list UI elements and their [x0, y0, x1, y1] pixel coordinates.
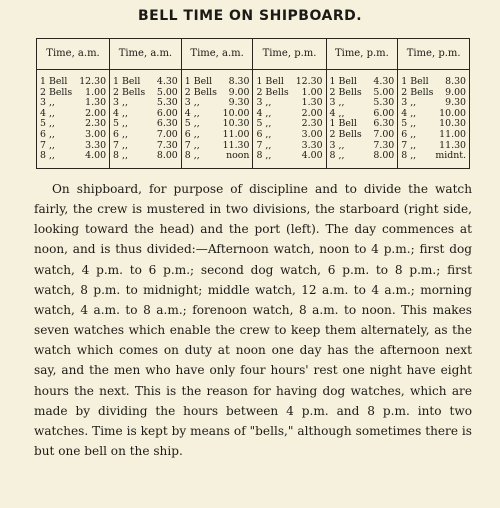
body-paragraph: On shipboard, for purpose of discipline and to divide the watch fairly, the crew is mustered in two divisions, the starboard (right side, looking toward the head) and the port (left). The day commences at noon, and is thus divided:—Afternoon watch, noon to 4 p.m.; first dog watch, 4 p.m. to 6 p.m.; second dog watch, 6 p.m. to 8 p.m.; first watch, 8 p.m. to midnight; middle watch, 12 a.m. to 4 a.m.; morning watch, 4 a.m. to 8 a.m.; forenoon watch, 8 a.m. to noon. This makes seven watches which enable the crew to keep them alternately, as the watch which comes on duty at noon one day has the afternoon next say, and the men who have only four hours' rest one night have eight hours the next. This is the reason for having dog watches, which are made by dividing the hours between 4 p.m. and 8 p.m. into two watches. Time is kept by means of "bells," although sometimes there is but one bell on the ship. — [34, 182, 472, 459]
bell-time: 6.00 — [156, 107, 178, 119]
bell-time: 11.00 — [439, 128, 466, 140]
bell-time: 4.30 — [156, 76, 178, 87]
bell-time: 8.30 — [228, 76, 250, 87]
bell-count: 1 Bell — [401, 76, 429, 87]
bell-count: 6 ,, — [184, 128, 200, 140]
bell-time: 5.30 — [156, 97, 178, 109]
bell-count: 3 ,, — [329, 139, 345, 151]
bell-entry — [330, 77, 395, 88]
bell-time: 10.00 — [439, 107, 466, 119]
bell-entry — [256, 151, 322, 162]
bell-entry — [185, 151, 250, 162]
bell-count: 4 ,, — [329, 107, 345, 119]
bell-time: 10.30 — [439, 118, 466, 130]
bell-time: 10.30 — [222, 118, 250, 130]
bell-entry — [401, 77, 466, 88]
bell-count: 6 ,, — [256, 128, 272, 140]
bell-count: 2 Bells — [401, 86, 434, 98]
bell-entry — [256, 77, 322, 88]
bell-time: 1.00 — [301, 86, 323, 98]
bell-count: 6 ,, — [113, 128, 128, 140]
bell-column — [110, 70, 182, 169]
bell-count: 2 Bells — [184, 86, 217, 98]
bell-count: 1 Bell — [329, 118, 357, 130]
bell-time: midnt. — [435, 150, 466, 162]
bell-time: 5.00 — [373, 86, 395, 98]
bell-count: 3 ,, — [184, 97, 200, 109]
bell-time: 3.30 — [301, 139, 323, 151]
bell-entry — [401, 151, 466, 162]
bell-count: 5 ,, — [256, 118, 272, 130]
bell-count: 1 Bell — [40, 76, 68, 87]
table-header-row — [37, 39, 470, 70]
bell-time: 6.00 — [373, 107, 395, 119]
bell-time: 9.30 — [228, 97, 250, 109]
bell-entry — [185, 77, 250, 88]
bell-column — [181, 70, 253, 169]
bell-entry — [330, 130, 395, 141]
column-header: Time, a.m. — [181, 39, 253, 70]
bell-count: 4 ,, — [401, 107, 417, 119]
column-header: Time, p.m. — [398, 39, 470, 70]
bell-time: 7.00 — [156, 128, 178, 140]
bell-count: 1 Bell — [113, 76, 141, 87]
bell-time: 2.30 — [85, 118, 107, 130]
bell-entry — [401, 130, 466, 141]
bell-count: 3 ,, — [329, 97, 345, 109]
bell-count: 3 ,, — [401, 97, 417, 109]
bell-time: 11.30 — [439, 139, 466, 151]
bell-count: 8 ,, — [401, 150, 417, 162]
bell-count: 7 ,, — [256, 139, 272, 151]
bell-entry — [113, 130, 178, 141]
column-header: Time, a.m. — [110, 39, 182, 70]
bell-time: 12.30 — [79, 76, 107, 87]
column-header: Time, p.m. — [326, 39, 398, 70]
bell-time: 10.00 — [222, 107, 250, 119]
bell-time: 6.30 — [156, 118, 178, 130]
bell-count: 6 ,, — [40, 128, 55, 140]
bell-column — [326, 70, 398, 169]
bell-time: 11.00 — [222, 128, 250, 140]
bell-count: 2 Bells — [40, 86, 73, 98]
bell-time: 7.30 — [373, 139, 395, 151]
bell-time-table — [36, 38, 470, 169]
bell-time: 2.30 — [301, 118, 323, 130]
bell-count: 3 ,, — [40, 97, 55, 109]
bell-count: 6 ,, — [401, 128, 417, 140]
bell-entry — [40, 151, 106, 162]
bell-time: 5.30 — [373, 97, 395, 109]
bell-time: 3.30 — [85, 139, 107, 151]
bell-time: 1.30 — [85, 97, 107, 109]
bell-time: 3.00 — [301, 128, 323, 140]
bell-time: 4.00 — [85, 150, 107, 162]
bell-count: 5 ,, — [184, 118, 200, 130]
bell-time: 11.30 — [222, 139, 250, 151]
bell-count: 4 ,, — [113, 107, 128, 119]
bell-count: 7 ,, — [113, 139, 128, 151]
bell-count: 4 ,, — [256, 107, 272, 119]
bell-count: 5 ,, — [113, 118, 128, 130]
bell-count: 4 ,, — [184, 107, 200, 119]
bell-column — [37, 70, 110, 169]
bell-count: 7 ,, — [401, 139, 417, 151]
bell-time: 1.00 — [85, 86, 107, 98]
bell-time: 1.30 — [301, 97, 323, 109]
bell-time: 6.30 — [373, 118, 395, 130]
bell-count: 5 ,, — [401, 118, 417, 130]
bell-count: 4 ,, — [40, 107, 55, 119]
bell-time: 4.30 — [373, 76, 395, 87]
bell-count: 8 ,, — [184, 150, 200, 162]
bell-count: 1 Bell — [184, 76, 213, 87]
bell-time: 9.30 — [445, 97, 466, 109]
bell-time: 8.30 — [445, 76, 466, 87]
bell-count: 3 ,, — [256, 97, 272, 109]
column-header: Time, a.m. — [37, 39, 110, 70]
column-header: Time, p.m. — [253, 39, 326, 70]
bell-count: 8 ,, — [113, 150, 128, 162]
bell-count: 8 ,, — [329, 150, 345, 162]
bell-count: 8 ,, — [40, 150, 55, 162]
bell-count: 2 Bells — [256, 86, 289, 98]
bell-entry — [185, 130, 250, 141]
bell-time: 7.00 — [373, 128, 395, 140]
bell-entry — [40, 130, 106, 141]
bell-count: 1 Bell — [329, 76, 357, 87]
bell-entry — [330, 151, 395, 162]
bell-entry — [40, 77, 106, 88]
bell-time: 7.30 — [156, 139, 178, 151]
bell-column — [253, 70, 326, 169]
bell-count: 1 Bell — [256, 76, 284, 87]
bell-time: noon — [226, 150, 250, 162]
bell-count: 7 ,, — [184, 139, 200, 151]
bell-count: 8 ,, — [256, 150, 272, 162]
bell-count: 2 Bells — [329, 128, 362, 140]
bell-entry — [113, 77, 178, 88]
bell-time: 2.00 — [85, 107, 107, 119]
bell-entry — [256, 130, 322, 141]
page-title: BELL TIME ON SHIPBOARD. — [137, 8, 363, 24]
bell-time: 5.00 — [156, 86, 178, 98]
bell-count: 2 Bells — [329, 86, 362, 98]
bell-time: 8.00 — [156, 150, 178, 162]
bell-count: 5 ,, — [40, 118, 55, 130]
bell-column — [398, 70, 470, 169]
bell-count: 2 Bells — [113, 86, 146, 98]
bell-time: 12.30 — [295, 76, 323, 87]
bell-time: 2.00 — [301, 107, 323, 119]
bell-count: 7 ,, — [40, 139, 55, 151]
bell-entry — [113, 151, 178, 162]
bell-time: 3.00 — [85, 128, 107, 140]
bell-time: 9.00 — [445, 86, 466, 98]
bell-time: 9.00 — [228, 86, 250, 98]
bell-time: 4.00 — [301, 150, 323, 162]
bell-time: 8.00 — [373, 150, 395, 162]
bell-count: 3 ,, — [113, 97, 128, 109]
table-body-row — [37, 70, 470, 169]
